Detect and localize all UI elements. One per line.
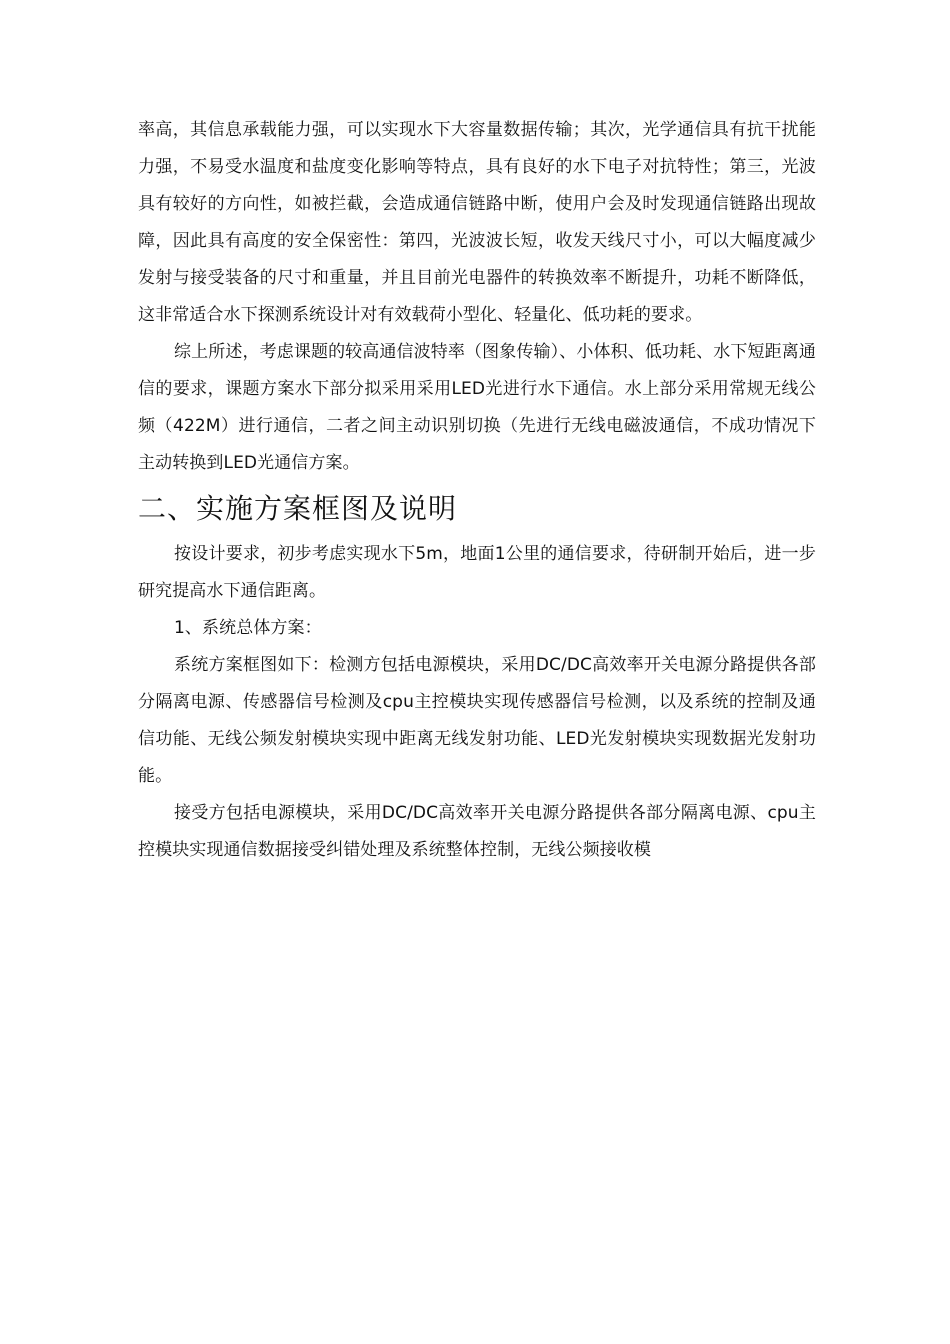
paragraph-summary: 综上所述，考虑课题的较高通信波特率（图象传输）、小体积、低功耗、水下短距离通信的要求，课题方案水下部分拟采用采用LED光进行水下通信。水上部分采用常规无线公频（422M）进行通信，二者之间主动识别切换（先进行无线电磁波通信，不成功情况下主动转换到LED光通信方案。 (138, 342, 816, 473)
paragraph-design-requirements: 按设计要求，初步考虑实现水下5m，地面1公里的通信要求，待研制开始后，进一步研究提高水下通信距离。 (138, 544, 816, 601)
section-heading: 二、实施方案框图及说明 (138, 492, 458, 525)
document-body (138, 112, 816, 869)
subsection-title: 1、系统总体方案： (174, 618, 322, 638)
paragraph-receiver: 接受方包括电源模块，采用DC/DC高效率开关电源分路提供各部分隔离电源、cpu主控模块实现通信数据接受纠错处理及系统整体控制，无线公频接收模 (138, 803, 816, 860)
paragraph-optical-advantages: 率高，其信息承载能力强，可以实现水下大容量数据传输；其次，光学通信具有抗干扰能力强，不易受水温度和盐度变化影响等特点，具有良好的水下电子对抗特性；第三，光波具有较好的方向性，如被拦截，会造成通信链路中断，使用户会及时发现通信链路出现故障，因此具有高度的安全保密性：第四，光波波长短，收发天线尺寸小，可以大幅度减少发射与接受装备的尺寸和重量，并且目前光电器件的转换效率不断提升，功耗不断降低，这非常适合水下探测系统设计对有效载荷小型化、轻量化、低功耗的要求。 (138, 120, 816, 325)
paragraph-transmitter: 系统方案框图如下：检测方包括电源模块，采用DC/DC高效率开关电源分路提供各部分隔离电源、传感器信号检测及cpu主控模块实现传感器信号检测，以及系统的控制及通信功能、无线公频发射模块实现中距离无线发射功能、LED光发射模块实现数据光发射功能。 (138, 655, 816, 786)
